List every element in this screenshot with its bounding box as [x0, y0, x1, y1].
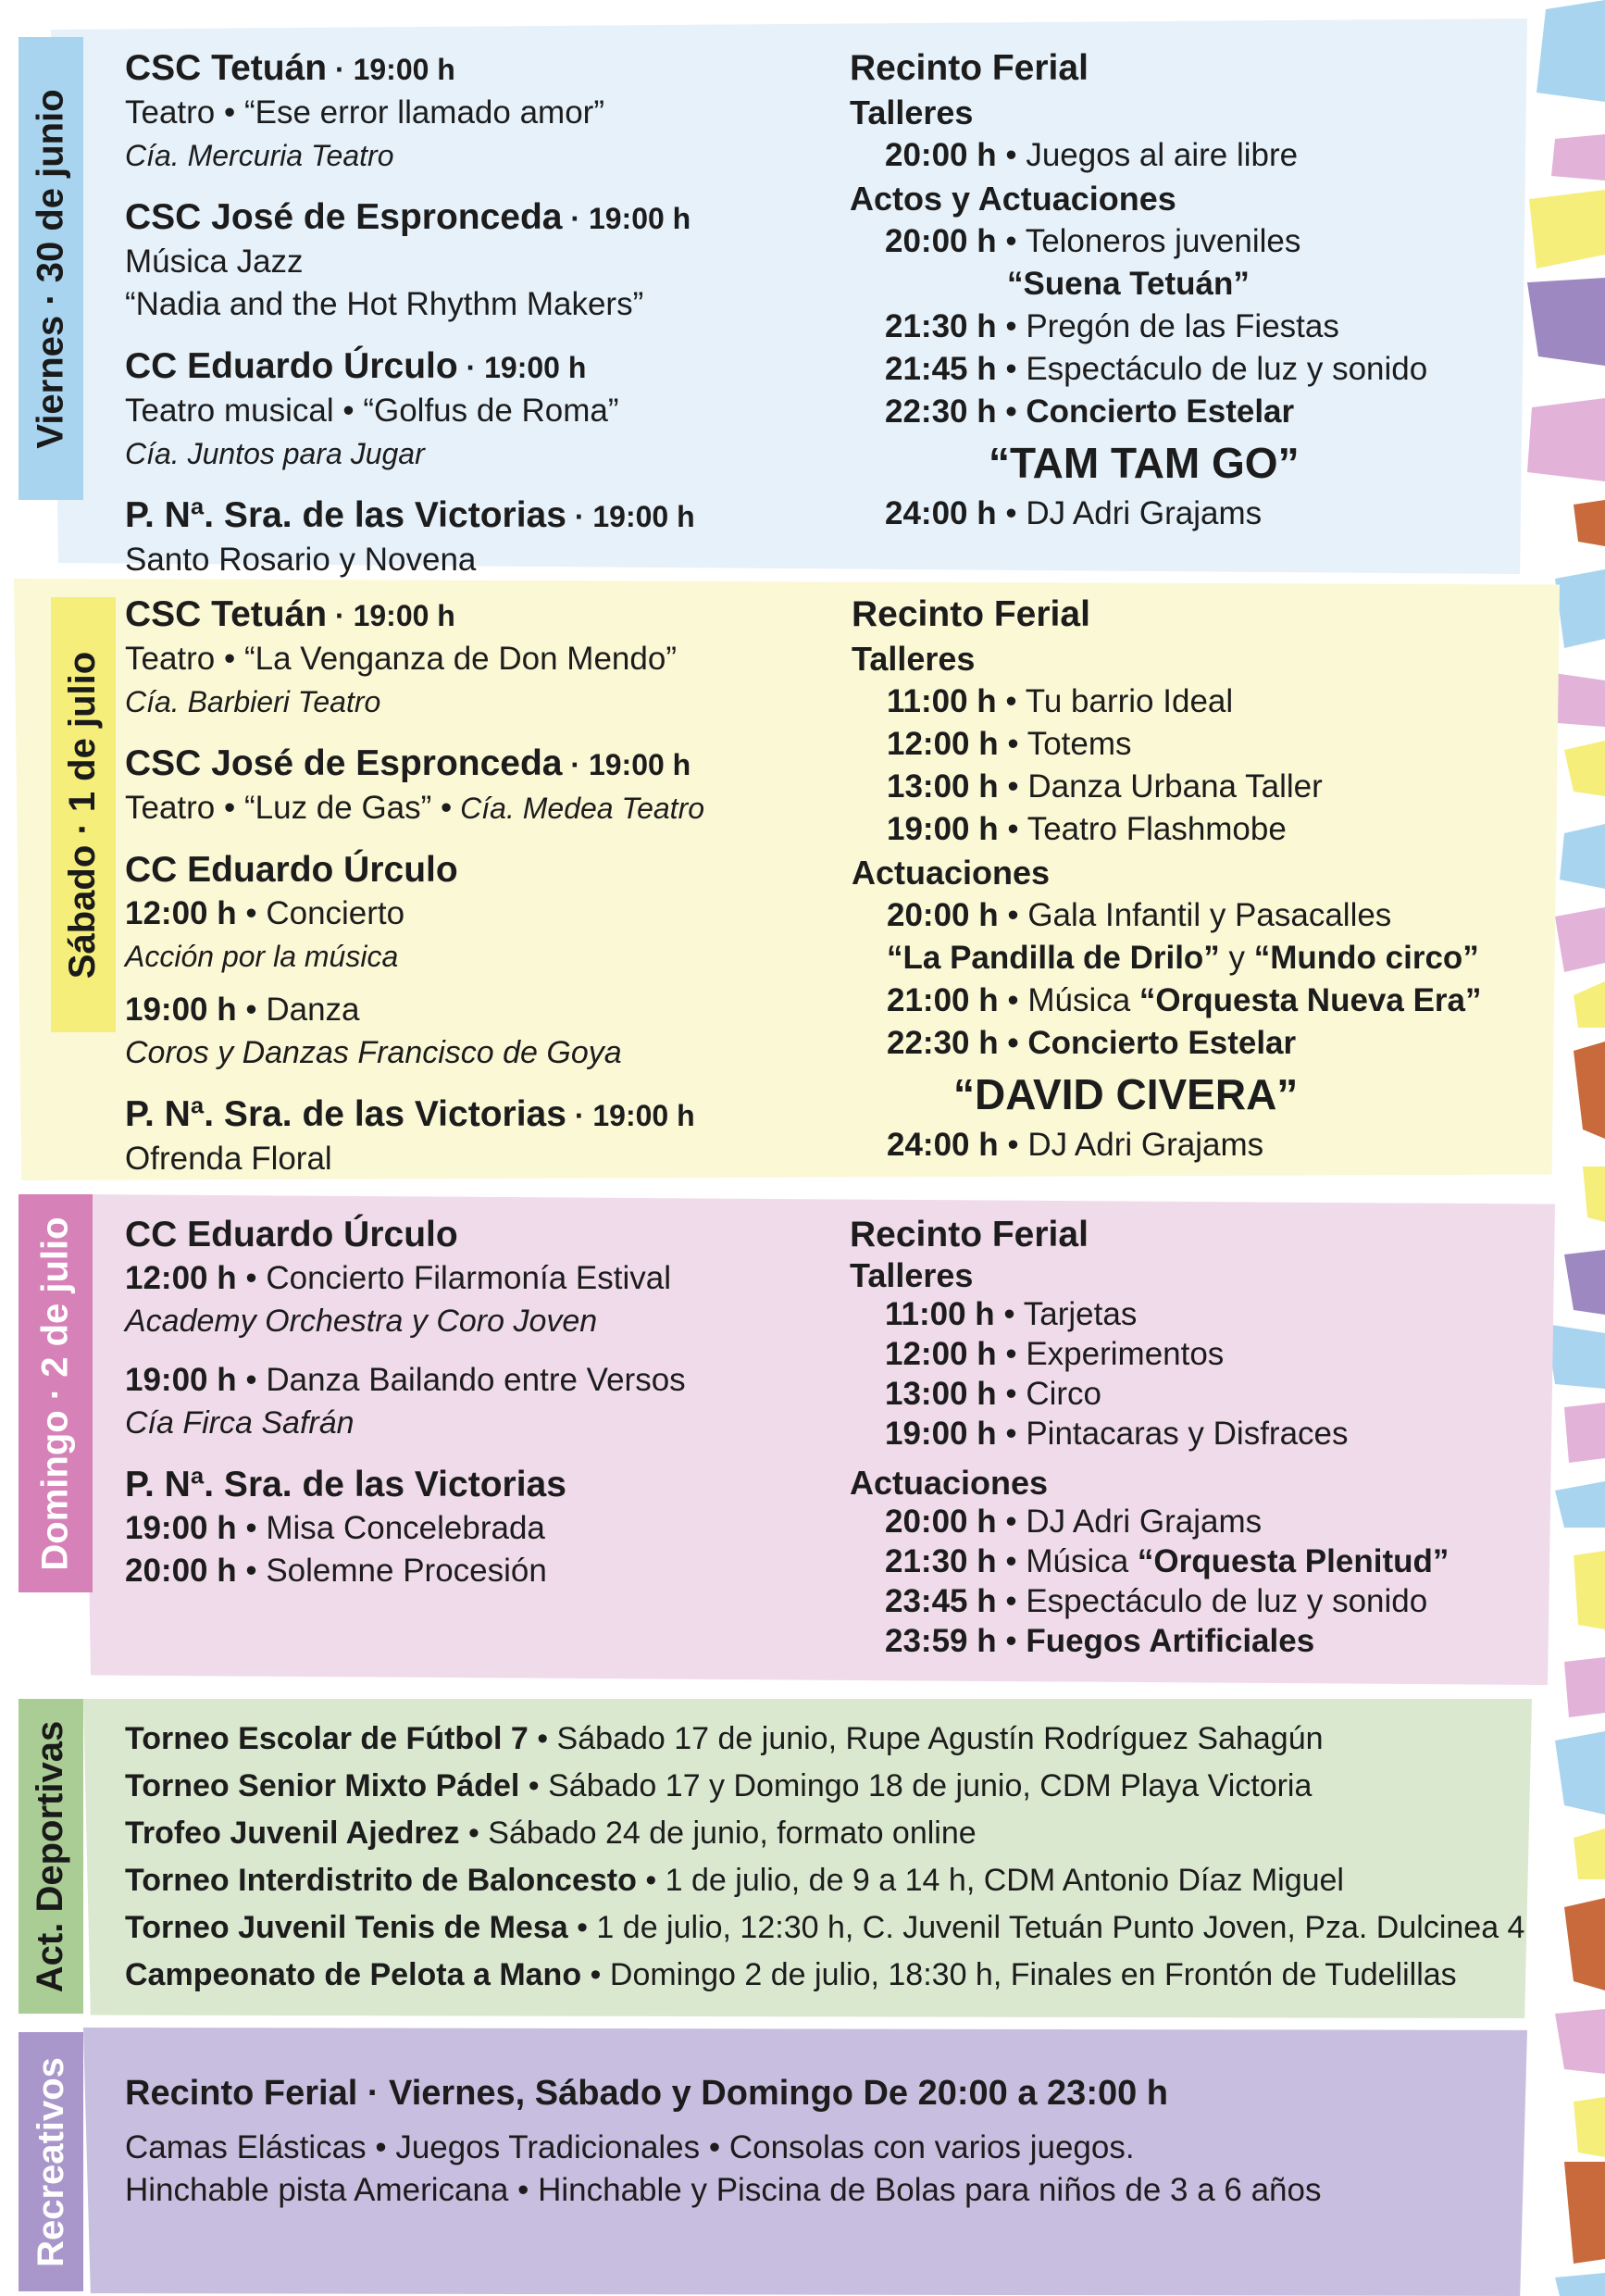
schedule-time: 12:00 h: [887, 726, 999, 762]
schedule-time: 21:45 h: [885, 351, 997, 387]
recreativos-line: Hinchable pista Americana • Hinchable y Piscina de Bolas para niños de 3 a 6 años: [125, 2172, 1322, 2208]
viernes-section: [0, 19, 1605, 578]
event-company: Academy Orchestra y Coro Joven: [125, 1304, 598, 1339]
schedule-time: 13:00 h: [885, 1376, 997, 1412]
event-time: · 19:00 h: [566, 1099, 695, 1132]
event-detail: • Concierto: [236, 895, 405, 931]
viernes-event-2: [125, 195, 847, 326]
domingo-tab: [19, 1194, 93, 1592]
event-time: · 19:00 h: [457, 351, 587, 384]
event-time: · 19:00 h: [327, 53, 455, 86]
event-title: CC Eduardo Úrculo: [125, 1215, 458, 1254]
event-title: CSC José de Espronceda: [125, 743, 563, 783]
viernes-tab-label: Viernes · 30 de junio: [30, 88, 71, 449]
tournament-name: Campeonato de Pelota a Mano: [125, 1957, 582, 1992]
recreativos-section: [0, 2028, 1605, 2296]
schedule-text: • Concierto Estelar: [998, 1025, 1297, 1061]
tournament-detail: • Sábado 17 de junio, Rupe Agustín Rodríguez Sahagún: [528, 1721, 1324, 1756]
list-item: [125, 1904, 1541, 1952]
viernes-left-column: [125, 46, 847, 600]
event-title: CSC Tetuán: [125, 594, 328, 634]
schedule-text: • Totems: [998, 726, 1132, 762]
deportes-section: [0, 1699, 1605, 2018]
sabado-event-1: [125, 593, 847, 723]
tournament-name: Torneo Senior Mixto Pádel: [125, 1768, 520, 1803]
schedule-text: • Concierto Estelar: [996, 393, 1295, 430]
viernes-event-3: [125, 344, 847, 475]
event-title: CSC Tetuán: [125, 48, 328, 88]
event-detail: • Concierto Filarmonía Estival: [236, 1260, 671, 1296]
schedule-time: 23:59 h: [885, 1623, 997, 1659]
domingo-section: [0, 1194, 1605, 1685]
tournament-detail: • Domingo 2 de julio, 18:30 h, Finales en Frontón de Tudelillas: [581, 1957, 1457, 1992]
schedule-time: 21:00 h: [887, 982, 999, 1018]
schedule-time: 19:00 h: [885, 1416, 997, 1452]
event-title: CC Eduardo Úrculo: [125, 346, 458, 386]
schedule-time: 20:00 h: [885, 1504, 997, 1540]
schedule-time: 11:00 h: [885, 1296, 995, 1332]
event-detail: Teatro musical • “Golfus de Roma”: [125, 393, 619, 429]
event-time: 20:00 h: [125, 1553, 237, 1589]
event-time: 19:00 h: [125, 1510, 237, 1546]
sabado-event-4: [125, 1092, 847, 1180]
schedule-time: 19:00 h: [887, 811, 999, 847]
schedule-time: 21:30 h: [885, 308, 997, 344]
event-title: CSC José de Espronceda: [125, 197, 563, 237]
viernes-event-1: [125, 46, 847, 177]
schedule-time: 13:00 h: [887, 768, 999, 805]
event-detail: Música Jazz: [125, 243, 304, 280]
schedule-time: 22:30 h: [887, 1025, 999, 1061]
event-detail: • Danza: [236, 992, 360, 1028]
schedule-text: • Gala Infantil y Pasacalles: [998, 897, 1392, 933]
recreativos-tab: [19, 2032, 83, 2291]
tournament-name: Trofeo Juvenil Ajedrez: [125, 1816, 460, 1851]
schedule-text: “Mundo circo”: [1253, 940, 1479, 976]
event-company: Acción por la música: [125, 940, 399, 973]
schedule-text: • DJ Adri Grajams: [998, 1127, 1264, 1163]
deportes-list: [125, 1716, 1541, 1999]
sabado-tab: [51, 597, 116, 1032]
domingo-tab-label: Domingo · 2 de julio: [34, 1216, 76, 1571]
section-label: Talleres: [852, 640, 976, 678]
schedule-text: • Pintacaras y Disfraces: [996, 1416, 1349, 1452]
event-detail: Teatro • “Ese error llamado amor”: [125, 94, 604, 131]
schedule-time: 12:00 h: [885, 1336, 997, 1372]
venue-title: Recinto Ferial: [852, 594, 1090, 634]
domingo-event-1: [125, 1213, 847, 1444]
schedule-text: “Orquesta Nueva Era”: [1138, 982, 1482, 1018]
schedule-text: • Espectáculo de luz y sonido: [996, 351, 1428, 387]
schedule-text: • Teatro Flashmobe: [998, 811, 1287, 847]
sabado-left-column: [125, 593, 847, 1199]
sabado-section: [0, 579, 1605, 1180]
domingo-right-column: [850, 1213, 1535, 1661]
viernes-right-column: [850, 46, 1516, 535]
recreativos-line: Camas Elásticas • Juegos Tradicionales • Consolas con varios juegos.: [125, 2129, 1135, 2165]
schedule-text: • DJ Adri Grajams: [996, 1504, 1263, 1540]
event-time: 19:00 h: [125, 1362, 237, 1398]
event-detail: Teatro • “La Venganza de Don Mendo”: [125, 641, 677, 677]
event-time: 12:00 h: [125, 1260, 237, 1296]
event-company: Cía. Juntos para Jugar: [125, 437, 425, 470]
schedule-text: • Música: [998, 982, 1139, 1018]
schedule-text: • Juegos al aire libre: [996, 137, 1299, 173]
schedule-text: “Orquesta Plenitud”: [1137, 1543, 1449, 1579]
schedule-text: “Suena Tetuán”: [1007, 266, 1250, 302]
sabado-tab-label: Sábado · 1 de julio: [62, 651, 104, 979]
event-title: P. Nª. Sra. de las Victorias: [125, 1094, 566, 1134]
schedule-time: 20:00 h: [887, 897, 999, 933]
schedule-text: • DJ Adri Grajams: [996, 495, 1263, 531]
schedule-text: • Música: [996, 1543, 1138, 1579]
schedule-text: Fuegos Artificiales: [1026, 1623, 1315, 1659]
event-company: Cía. Barbieri Teatro: [125, 685, 381, 718]
event-detail: Santo Rosario y Novena: [125, 542, 477, 578]
recreativos-tab-label: Recreativos: [30, 2056, 71, 2267]
venue-title: Recinto Ferial: [850, 48, 1089, 88]
sabado-event-2: [125, 742, 847, 830]
schedule-text: • Circo: [996, 1376, 1101, 1412]
event-detail: • Danza Bailando entre Versos: [236, 1362, 686, 1398]
section-label: Actuaciones: [852, 854, 1051, 892]
schedule-time: 11:00 h: [887, 683, 997, 719]
recreativos-title: Recinto Ferial · Viernes, Sábado y Domingo De 20:00 a 23:00 h: [125, 2074, 1169, 2113]
schedule-text: • Teloneros juveniles: [996, 223, 1301, 259]
list-item: [125, 1857, 1541, 1904]
event-detail: Ofrenda Floral: [125, 1141, 332, 1177]
event-company: Coros y Danzas Francisco de Goya: [125, 1035, 622, 1070]
venue-title: Recinto Ferial: [850, 1215, 1089, 1254]
domingo-left-column: [125, 1213, 847, 1611]
list-item: [125, 1716, 1541, 1763]
schedule-time: 24:00 h: [887, 1127, 999, 1163]
recreativos-content: [125, 2069, 1513, 2212]
event-title: P. Nª. Sra. de las Victorias: [125, 1465, 566, 1504]
event-detail: “Nadia and the Hot Rhythm Makers”: [125, 286, 644, 322]
section-label: Actos y Actuaciones: [850, 180, 1176, 218]
event-time: 12:00 h: [125, 895, 237, 931]
schedule-text: • Espectáculo de luz y sonido: [996, 1583, 1428, 1619]
tournament-detail: • Sábado 17 y Domingo 18 de junio, CDM Playa Victoria: [519, 1768, 1313, 1803]
schedule-text: •: [996, 1623, 1026, 1659]
schedule-time: 20:00 h: [885, 137, 997, 173]
schedule-time: 23:45 h: [885, 1583, 997, 1619]
event-detail: Teatro • “Luz de Gas” •: [125, 790, 453, 826]
event-title: P. Nª. Sra. de las Victorias: [125, 495, 566, 535]
section-label: Talleres: [850, 1256, 974, 1294]
event-time: · 19:00 h: [562, 202, 691, 235]
schedule-text: • Pregón de las Fiestas: [996, 308, 1339, 344]
tournament-detail: • 1 de julio, 12:30 h, C. Juvenil Tetuán Punto Joven, Pza. Dulcinea 4: [567, 1910, 1525, 1945]
viernes-event-4: [125, 493, 847, 581]
schedule-time: 24:00 h: [885, 495, 997, 531]
event-time: · 19:00 h: [562, 748, 691, 781]
event-company: Cía. Mercuria Teatro: [125, 139, 394, 172]
headliner: “TAM TAM GO”: [989, 439, 1300, 487]
sabado-right-column: [852, 593, 1555, 1167]
section-label: Talleres: [850, 94, 974, 131]
viernes-tab: [19, 37, 83, 500]
event-detail: • Solemne Procesión: [236, 1553, 547, 1589]
schedule-time: 22:30 h: [885, 393, 997, 430]
event-title: CC Eduardo Úrculo: [125, 850, 458, 890]
schedule-text: • Tu barrio Ideal: [996, 683, 1234, 719]
schedule-text: • Experimentos: [996, 1336, 1225, 1372]
schedule-text: “La Pandilla de Drilo”: [887, 940, 1220, 976]
tournament-name: Torneo Escolar de Fútbol 7: [125, 1721, 529, 1756]
schedule-text: • Tarjetas: [994, 1296, 1138, 1332]
schedule-text: • Danza Urbana Taller: [998, 768, 1323, 805]
tournament-name: Torneo Juvenil Tenis de Mesa: [125, 1910, 568, 1945]
schedule-time: 20:00 h: [885, 223, 997, 259]
tournament-name: Torneo Interdistrito de Baloncesto: [125, 1863, 637, 1898]
event-company: Cía Firca Safrán: [125, 1405, 355, 1441]
event-time: · 19:00 h: [327, 599, 455, 632]
deportes-tab: [19, 1699, 83, 2014]
sabado-event-3: [125, 848, 847, 1074]
deportes-tab-label: Act. Deportivas: [30, 1720, 71, 1992]
event-detail: • Misa Concelebrada: [236, 1510, 545, 1546]
domingo-event-2: [125, 1463, 847, 1592]
tournament-detail: • 1 de julio, de 9 a 14 h, CDM Antonio Díaz Miguel: [636, 1863, 1344, 1898]
event-company: Cía. Medea Teatro: [452, 792, 705, 825]
list-item: [125, 1763, 1541, 1810]
tournament-detail: • Sábado 24 de junio, formato online: [459, 1816, 977, 1851]
headliner: “DAVID CIVERA”: [953, 1070, 1299, 1118]
schedule-text: y: [1219, 940, 1254, 976]
list-item: [125, 1810, 1541, 1857]
event-time: 19:00 h: [125, 992, 237, 1028]
event-time: · 19:00 h: [566, 500, 695, 533]
section-label: Actuaciones: [850, 1464, 1049, 1502]
list-item: [125, 1952, 1541, 1999]
schedule-time: 21:30 h: [885, 1543, 997, 1579]
